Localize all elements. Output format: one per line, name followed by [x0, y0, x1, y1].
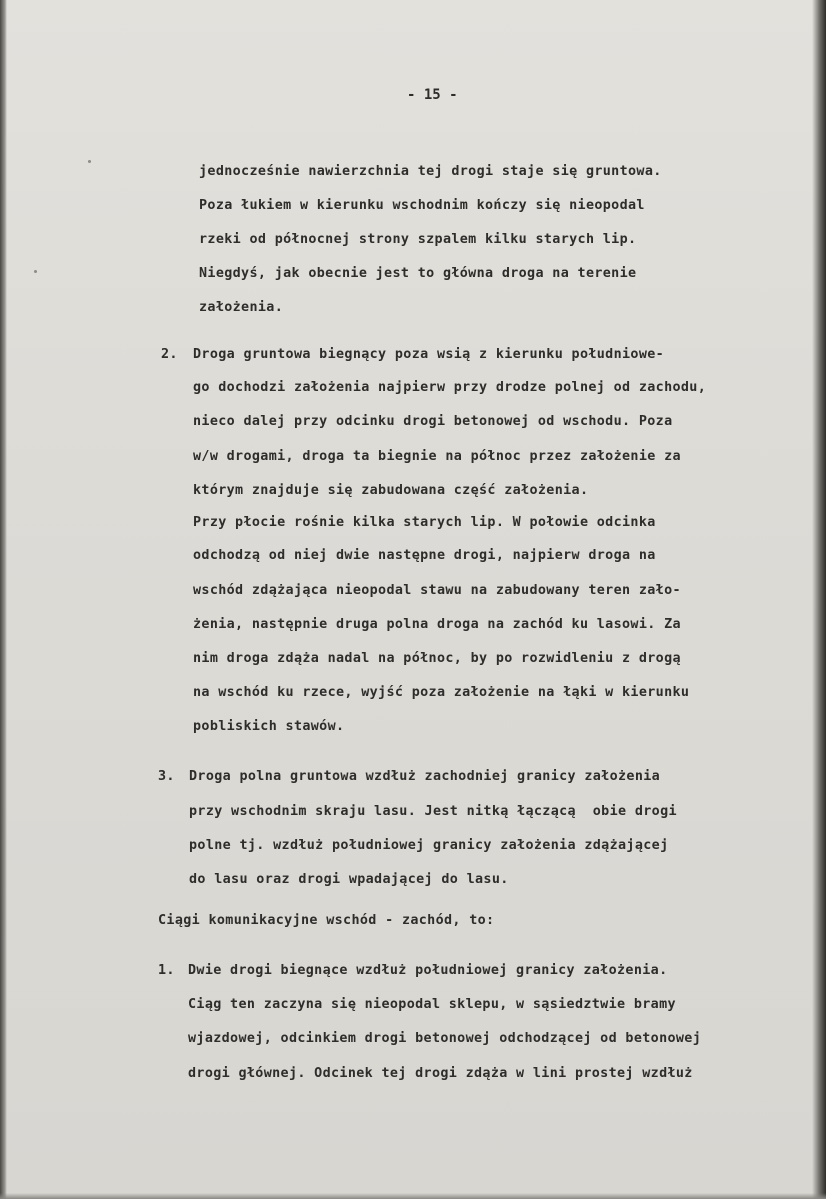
text-line: nim droga zdąża nadal na północ, by po rozwidleniu z drogą: [193, 651, 681, 666]
text-line: wjazdowej, odcinkiem drogi betonowej odchodzącej od betonowej: [188, 1031, 702, 1046]
text-line: Dwie drogi biegnące wzdłuż południowej granicy założenia.: [188, 963, 668, 978]
list-number: 1.: [158, 963, 175, 978]
text-line: przy wschodnim skraju lasu. Jest nitką łączącą obie drogi: [189, 804, 677, 819]
scan-bottom-edge: [0, 1193, 826, 1199]
text-line: na wschód ku rzece, wyjść poza założenie na łąki w kierunku: [193, 685, 690, 700]
scan-left-edge: [0, 0, 7, 1199]
scan-speck: [34, 270, 37, 273]
page-number: - 15 -: [407, 87, 458, 103]
list-number: 3.: [158, 769, 175, 784]
text-line: do lasu oraz drogi wpadającej do lasu.: [189, 872, 509, 887]
text-line: Przy płocie rośnie kilka starych lip. W połowie odcinka: [193, 515, 656, 530]
text-line: wschód zdążająca nieopodal stawu na zabudowany teren zało-: [193, 583, 681, 598]
text-line: założenia.: [199, 300, 284, 315]
text-line: Poza łukiem w kierunku wschodnim kończy się nieopodal: [199, 198, 645, 213]
scan-right-edge: [812, 0, 826, 1199]
text-line: Ciąg ten zaczyna się nieopodal sklepu, w sąsiedztwie bramy: [188, 997, 676, 1012]
text-line: rzeki od północnej strony szpalem kilku starych lip.: [199, 232, 637, 247]
text-line: odchodzą od niej dwie następne drogi, najpierw droga na: [193, 548, 656, 563]
text-line: którym znajduje się zabudowana część założenia.: [193, 483, 589, 498]
text-line: go dochodzi założenia najpierw przy drodze polnej od zachodu,: [193, 380, 707, 395]
text-line: polne tj. wzdłuż południowej granicy założenia zdążającej: [189, 838, 669, 853]
text-line: Niegdyś, jak obecnie jest to główna droga na terenie: [199, 266, 637, 281]
scan-speck: [88, 160, 91, 163]
section-heading: Ciągi komunikacyjne wschód - zachód, to:: [158, 913, 495, 928]
list-number: 2.: [161, 347, 178, 362]
text-line: jednocześnie nawierzchnia tej drogi staje się gruntowa.: [199, 164, 662, 179]
text-line: drogi głównej. Odcinek tej drogi zdąża w lini prostej wzdłuż: [188, 1066, 693, 1081]
text-line: żenia, następnie druga polna droga na zachód ku lasowi. Za: [193, 617, 681, 632]
text-line: Droga polna gruntowa wzdłuż zachodniej granicy założenia: [189, 769, 661, 784]
text-line: w/w drogami, droga ta biegnie na północ przez założenie za: [193, 449, 681, 464]
text-line: Droga gruntowa biegnący poza wsią z kierunku południowe-: [193, 347, 665, 362]
text-line: pobliskich stawów.: [193, 719, 345, 734]
text-line: nieco dalej przy odcinku drogi betonowej od wschodu. Poza: [193, 414, 673, 429]
